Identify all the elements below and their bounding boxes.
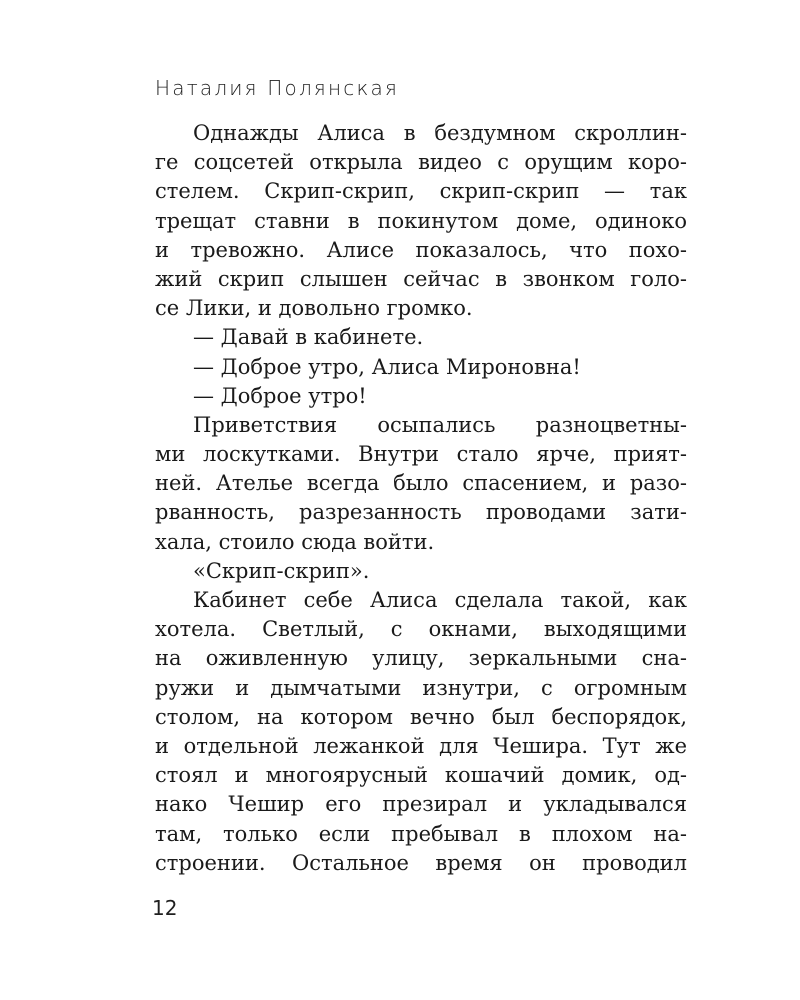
dialogue-line: — Давай в кабинете. [193, 325, 424, 350]
text-line: ружи и дымчатыми изнутри, с огромным [155, 675, 687, 700]
text-line: ге соцсетей открыла видео с орущим коро- [155, 150, 687, 175]
text-line: Приветствия осыпались разноцветны- [193, 412, 687, 437]
text-line: хотела. Светлый, с окнами, выходящими [155, 617, 687, 642]
text-line: се Лики, и довольно громко. [155, 296, 473, 321]
text-line: рванность, разрезанность проводами зати- [155, 500, 687, 525]
text-line: там, только если пребывал в плохом на- [155, 821, 687, 846]
running-head-author: Наталия Полянская [155, 76, 400, 100]
page-number: 12 [152, 896, 178, 920]
body-text [155, 119, 687, 878]
text-line: Однажды Алиса в бездумном скроллин- [193, 121, 687, 145]
text-line: и отдельной лежанкой для Чешира. Тут же [155, 733, 687, 758]
dialogue-line: — Доброе утро, Алиса Мироновна! [193, 354, 581, 379]
text-line: хала, стоило сюда войти. [155, 529, 435, 554]
text-line: стоял и многоярусный кошачий домик, од- [155, 763, 687, 788]
text-line: и тревожно. Алисе показалось, что похо- [155, 237, 687, 262]
text-line: жий скрип слышен сейчас в звонком голо- [155, 266, 687, 291]
text-line: «Скрип-скрип». [193, 558, 370, 583]
text-line: столом, на котором вечно был беспорядок, [155, 704, 687, 729]
text-line: нако Чешир его презирал и укладывался [155, 792, 687, 817]
text-line: трещат ставни в покинутом доме, одиноко [155, 208, 687, 233]
text-line: строении. Остальное время он проводил [155, 850, 687, 875]
text-line: ней. Ателье всегда было спасением, и разо- [155, 471, 687, 496]
dialogue-line: — Доброе утро! [193, 383, 367, 408]
text-line: ми лоскутками. Внутри стало ярче, прият- [155, 442, 687, 467]
text-line: на оживленную улицу, зеркальными сна- [155, 646, 687, 671]
text-line: Кабинет себе Алиса сделала такой, как [193, 588, 687, 612]
text-line: стелем. Скрип-скрип, скрип-скрип — так [155, 179, 687, 204]
